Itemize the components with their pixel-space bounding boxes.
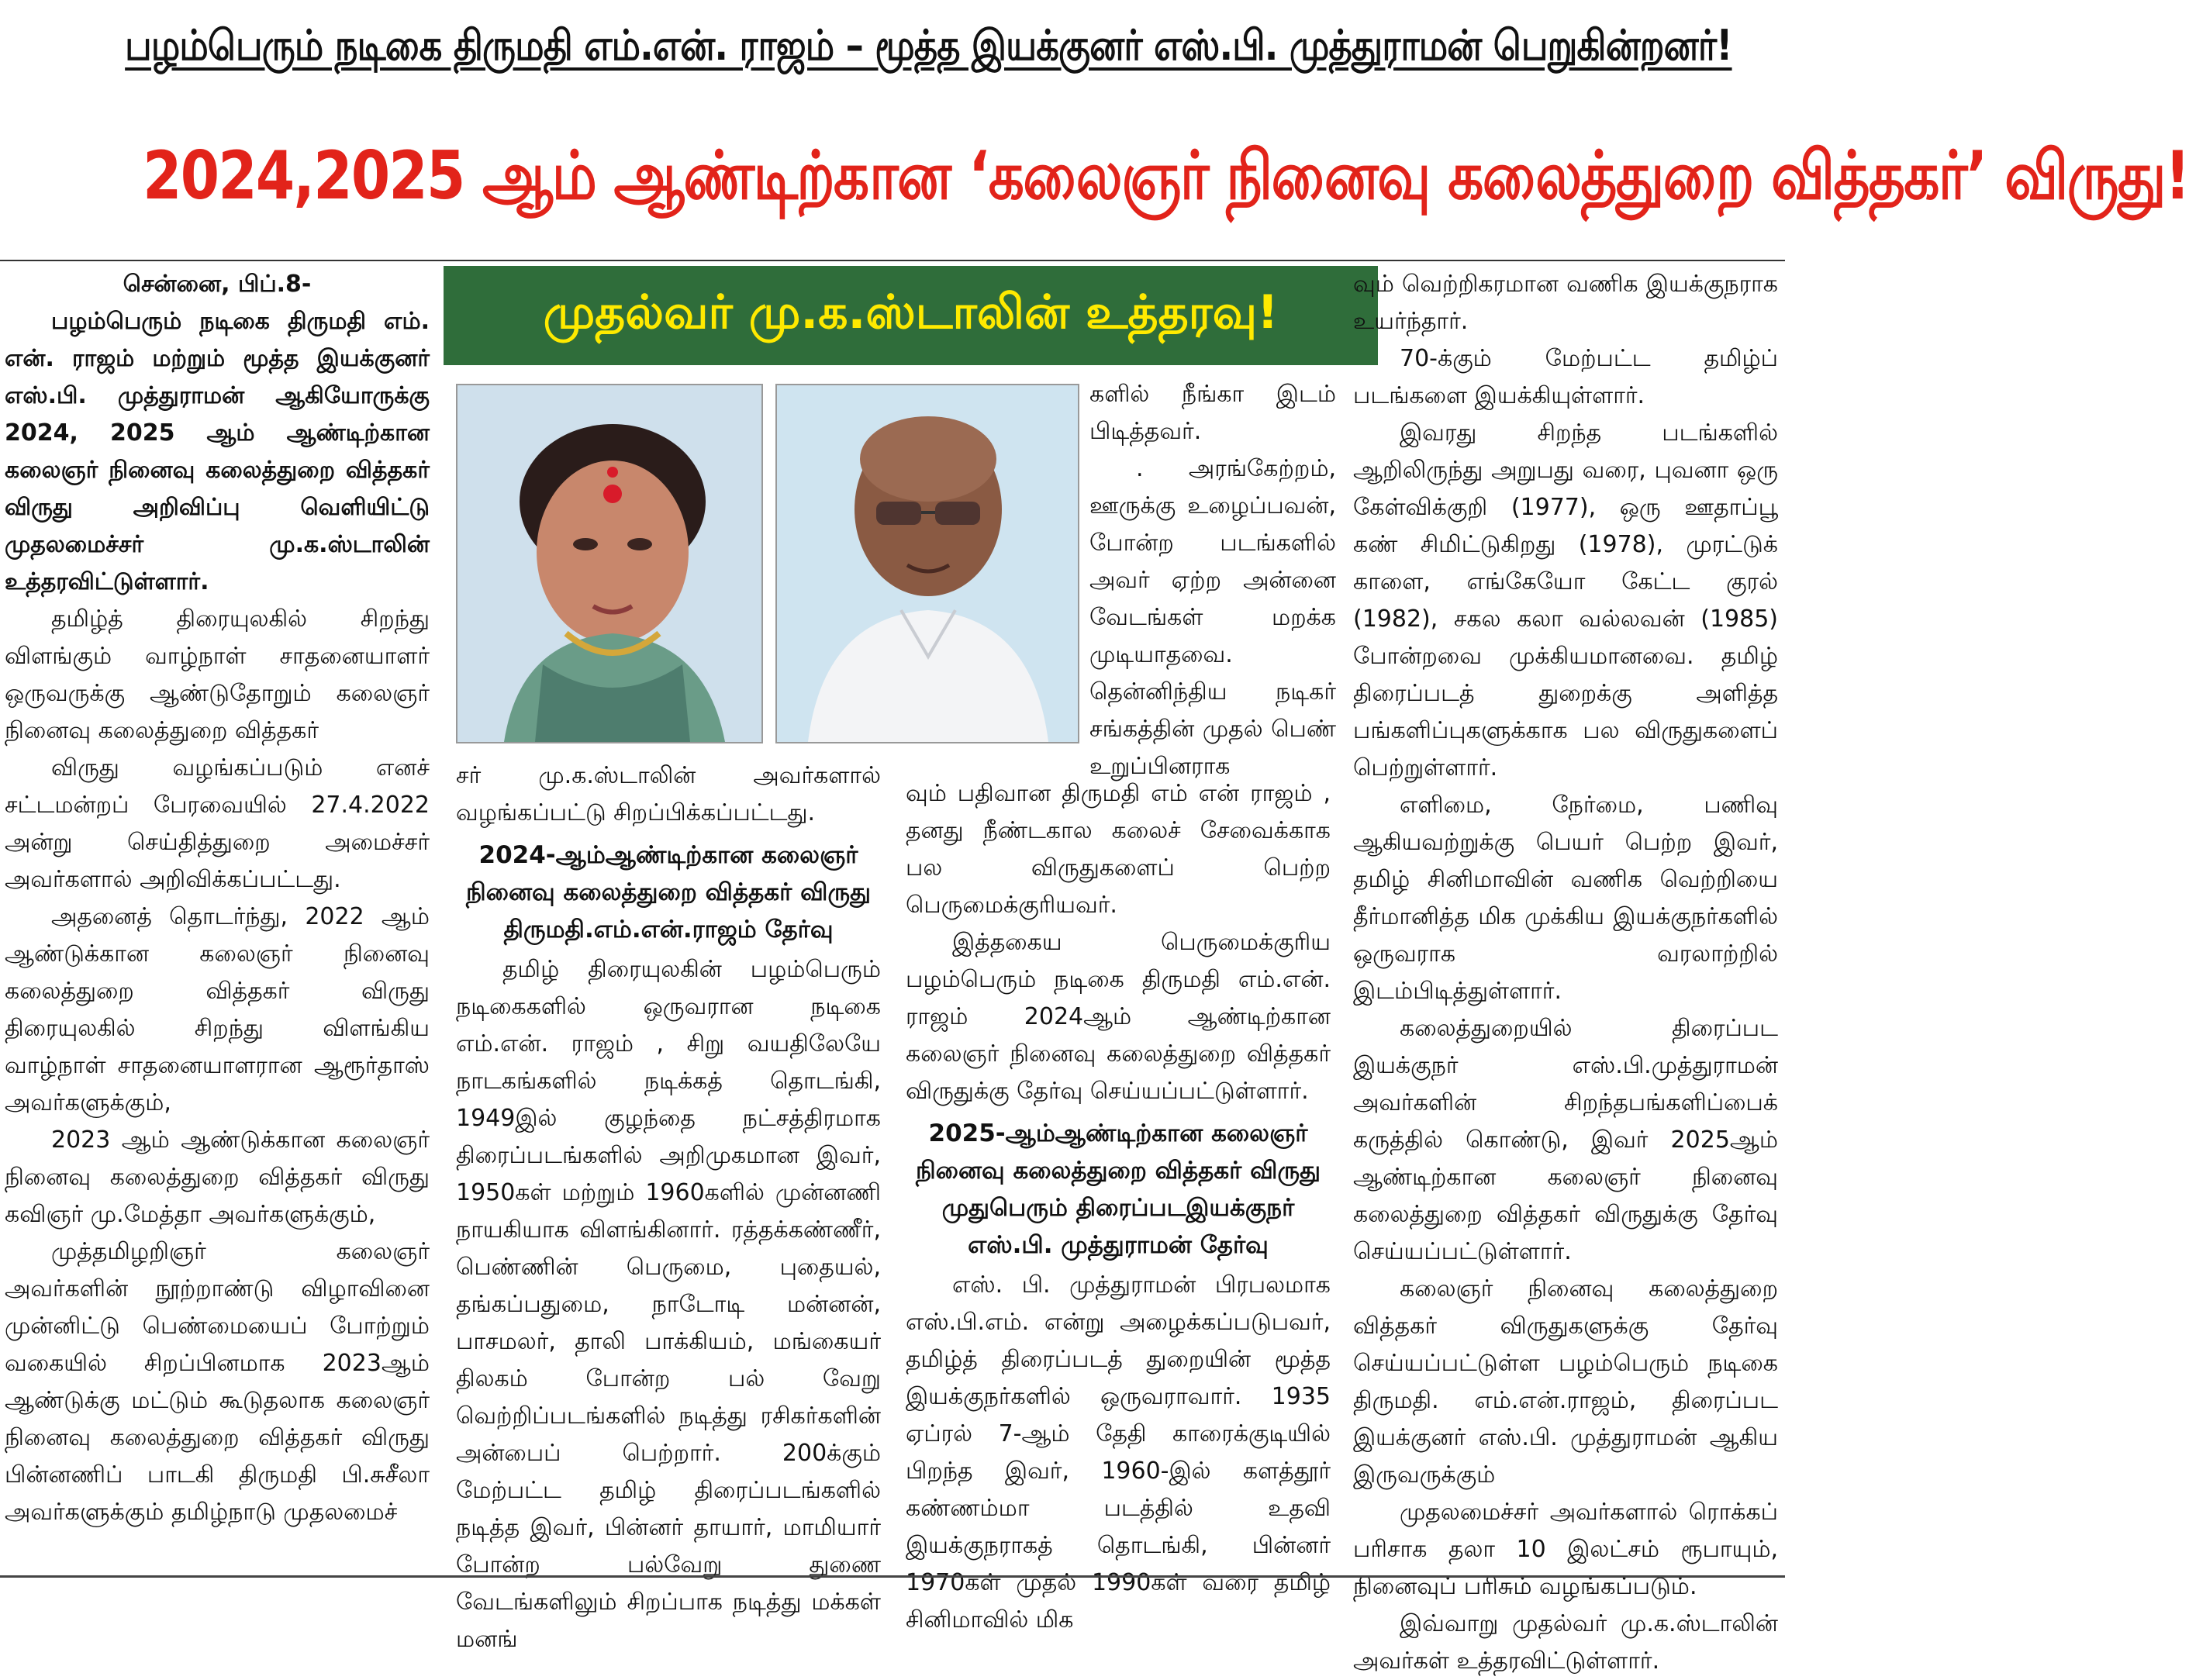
paragraph: களில் நீங்கா இடம் பிடித்தவர். [1089, 381, 1336, 445]
paragraph: அதனைத் தொடர்ந்து, 2022 ஆம் ஆண்டுக்கான கலைஞர் நினைவு கலைத்துறை வித்தகர் விருது திரையுலகில் சிறந்து விளங்கிய வாழ்நாள் சாதனையாளரான ஆரூர்தாஸ் அவர்களுக்கும், [5, 903, 430, 1116]
portrait-man-image [777, 385, 1078, 742]
paragraph: 2023 ஆம் ஆண்டுக்கான கலைஞர் நினைவு கலைத்துறை வித்தகர் விருது கவிஞர் மு.மேத்தா அவர்களுக்கும், [5, 1126, 430, 1228]
section-subheading: 2025-ஆம்ஆண்டிற்கான கலைஞர் நினைவு கலைத்துறை வித்தகர் விருது முதுபெரும் திரைப்படஇயக்குநர் எஸ்.பி. முத்துராமன் தேர்வு [915, 1119, 1321, 1259]
subheadline-banner [444, 266, 1378, 365]
section-subheading: 2024-ஆம்ஆண்டிற்கான கலைஞர் நினைவு கலைத்துறை வித்தகர் விருது திருமதி.எம்.என்.ராஜம் தேர்வு [465, 841, 872, 943]
article-column-3-upper [1089, 376, 1336, 785]
divider [0, 260, 1785, 261]
article-column-2 [456, 757, 881, 1658]
article-column-1 [5, 266, 430, 1531]
main-headline: 2024,2025 ஆம் ஆண்டிற்கான ‘கலைஞர் நினைவு கலைத்துறை வித்தகர்’ விருது! [143, 137, 2189, 215]
paragraph: கலைத்துறையில் திரைப்பட இயக்குநர் எஸ்.பி.முத்துராமன் அவர்களின் சிறந்தபங்களிப்பைக் கருத்தில் கொண்டு, இவர் 2025ஆம் ஆண்டிற்கான கலைஞர் நினைவு கலைத்துறை வித்தகர் விருதுக்கு தேர்வு செய்யப்பட்டுள்ளார். [1353, 1015, 1778, 1265]
paragraph: எஸ். பி. முத்துராமன் பிரபலமாக எஸ்.பி.எம். என்று அழைக்கப்படுபவர், தமிழ்த் திரைப்படத் துறையின் மூத்த இயக்குநர்களில் ஒருவராவார். 1935 ஏப்ரல் 7-ஆம் தேதி காரைக்குடியில் பிறந்த இவர், 1960-இல் களத்தூர் கண்ணம்மா படத்தில் உதவி இயக்குநராகத் தொடங்கி, பின்னர் 1970கள் முதல் 1990கள் வரை தமிழ் சினிமாவில் மிக [906, 1271, 1331, 1633]
paragraph: சர் மு.க.ஸ்டாலின் அவர்களால் வழங்கப்பட்டு சிறப்பிக்கப்பட்டது. [456, 762, 881, 826]
paragraph: தமிழ்த் திரையுலகில் சிறந்து விளங்கும் வாழ்நாள் சாதனையாளர் ஒருவருக்கு ஆண்டுதோறும் கலைஞர் நினைவு கலைத்துறை வித்தகர் [5, 605, 430, 744]
paragraph: இத்தகைய பெருமைக்குரிய பழம்பெரும் நடிகை திருமதி எம்.என். ராஜம் 2024ஆம் ஆண்டிற்கான கலைஞர் நினைவு கலைத்துறை வித்தகர் விருதுக்கு தேர்வு செய்யப்பட்டுள்ளார். [906, 929, 1331, 1105]
photo-sp-muthuraman [775, 384, 1079, 743]
portrait-woman-image [457, 385, 761, 742]
paragraph: இவ்வாறு முதல்வர் மு.க.ஸ்டாலின் அவர்கள் உத்தரவிட்டுள்ளார். [1353, 1610, 1778, 1675]
paragraph: தமிழ் திரையுலகின் பழம்பெரும் நடிகைகளில் ஒருவரான நடிகை எம்.என். ராஜம் , சிறு வயதிலேயே நாடகங்களில் நடிக்கத் தொடங்கி, 1949இல் குழந்தை நட்சத்திரமாக திரைப்படங்களில் அறிமுகமான இவர், 1950கள் மற்றும் 1960களில் முன்னணி நாயகியாக விளங்கினார். ரத்தக்கண்ணீர், பெண்ணின் பெருமை, புதையல், தங்கப்பதுமை, நாடோடி மன்னன், பாசமலர், தாலி பாக்கியம், மங்கையர் திலகம் போன்ற பல் வேறு வெற்றிப்படங்களில் நடித்து ரசிகர்களின் அன்பைப் பெற்றார். 200க்கும் மேற்பட்ட தமிழ் திரைப்படங்களில் நடித்த இவர், பின்னர் தாயார், மாமியார் போன்ற பல்வேறு துணை வேடங்களிலும் சிறப்பாக நடித்து மக்கள் மனங் [456, 956, 881, 1653]
dateline: சென்னை, பிப்.8- [123, 271, 312, 298]
paragraph: கலைஞர் நினைவு கலைத்துறை வித்தகர் விருதுகளுக்கு தேர்வு செய்யப்பட்டுள்ள பழம்பெரும் நடிகை திருமதி. எம்.என்.ராஜம், திரைப்பட இயக்குனர் எஸ்.பி. முத்துராமன் ஆகிய இருவருக்கும் [1353, 1275, 1778, 1489]
paragraph: விருது வழங்கப்படும் எனச் சட்டமன்றப் பேரவையில் 27.4.2022 அன்று செய்தித்துறை அமைச்சர் அவர்களால் அறிவிக்கப்பட்டது. [5, 754, 430, 893]
paragraph: முத்தமிழறிஞர் கலைஞர் அவர்களின் நூற்றாண்டு விழாவினை முன்னிட்டு பெண்மையைப் போற்றும் வகையில் சிறப்பினமாக 2023ஆம் ஆண்டுக்கு மட்டும் கூடுதலாக கலைஞர் நினைவு கலைத்துறை வித்தகர் விருது பின்னணிப் பாடகி திருமதி பி.சுசீலா அவர்களுக்கும் தமிழ்நாடு முதலமைச் [5, 1238, 430, 1526]
banner-text: முதல்வர் மு.க.ஸ்டாலின் உத்தரவு! [543, 285, 1279, 340]
paragraph: இவரது சிறந்த படங்களில் ஆறிலிருந்து அறுபது வரை, புவனா ஒரு கேள்விக்குறி (1977), ஒரு ஊதாப்பூ கண் சிமிட்டுகிறது (1978), முரட்டுக் காளை, எங்கேயோ கேட்ட குரல் (1982), சகல கலா வல்லவன் (1985) போன்றவை முக்கியமானவை. தமிழ் திரைப்படத் துறைக்கு அளித்த பங்களிப்புகளுக்காக பல விருதுகளைப் பெற்றுள்ளார். [1353, 419, 1778, 781]
article-column-3 [906, 775, 1331, 1639]
paragraph: 70-க்கும் மேற்பட்ட தமிழ்ப் படங்களை இயக்கியுள்ளார். [1353, 345, 1778, 409]
divider [0, 1575, 1785, 1578]
kicker-headline [125, 0, 1732, 91]
article-column-4 [1353, 266, 1778, 1680]
paragraph: வும் பதிவான திருமதி எம் என் ராஜம் , தனது நீண்டகால கலைச் சேவைக்காக பல விருதுகளைப் பெற்ற பெருமைக்குரியவர். [906, 780, 1331, 919]
lead-paragraph: பழம்பெரும் நடிகை திருமதி எம். என். ராஜம் மற்றும் மூத்த இயக்குனர் எஸ்.பி. முத்துராமன் ஆகியோருக்கு 2024, 2025 ஆம் ஆண்டிற்கான கலைஞர் நினைவு கலைத்துறை வித்தகர் விருது அறிவிப்பு வெளியிட்டு முதலமைச்சர் மு.க.ஸ்டாலின் உத்தரவிட்டுள்ளார். [5, 308, 430, 595]
photo-mn-rajam [456, 384, 763, 743]
paragraph: . அரங்கேற்றம், ஊருக்கு உழைப்பவன், போன்ற படங்களில் அவர் ஏற்ற அன்னை வேடங்கள் மறக்க முடியாதவை. தென்னிந்திய நடிகர் சங்கத்தின் முதல் பெண் உறுப்பினராக [1089, 455, 1336, 780]
paragraph: எளிமை, நேர்மை, பணிவு ஆகியவற்றுக்கு பெயர் பெற்ற இவர், தமிழ் சினிமாவின் வணிக வெற்றியை தீர்மானித்த மிக முக்கிய இயக்குநர்களில் ஒருவராக வரலாற்றில் இடம்பிடித்துள்ளார். [1353, 792, 1778, 1005]
paragraph: வும் வெற்றிகரமான வணிக இயக்குநராக உயர்ந்தார். [1353, 271, 1778, 335]
kicker-text: பழம்பெரும் நடிகை திருமதி எம்.என். ராஜம் – மூத்த இயக்குனர் எஸ்.பி. முத்துராமன் பெறுகின்றனர்! [125, 21, 1732, 70]
paragraph: முதலமைச்சர் அவர்களால் ரொக்கப் பரிசாக தலா 10 இலட்சம் ரூபாயும், நினைவுப் பரிசும் வழங்கப்படும். [1353, 1499, 1778, 1600]
